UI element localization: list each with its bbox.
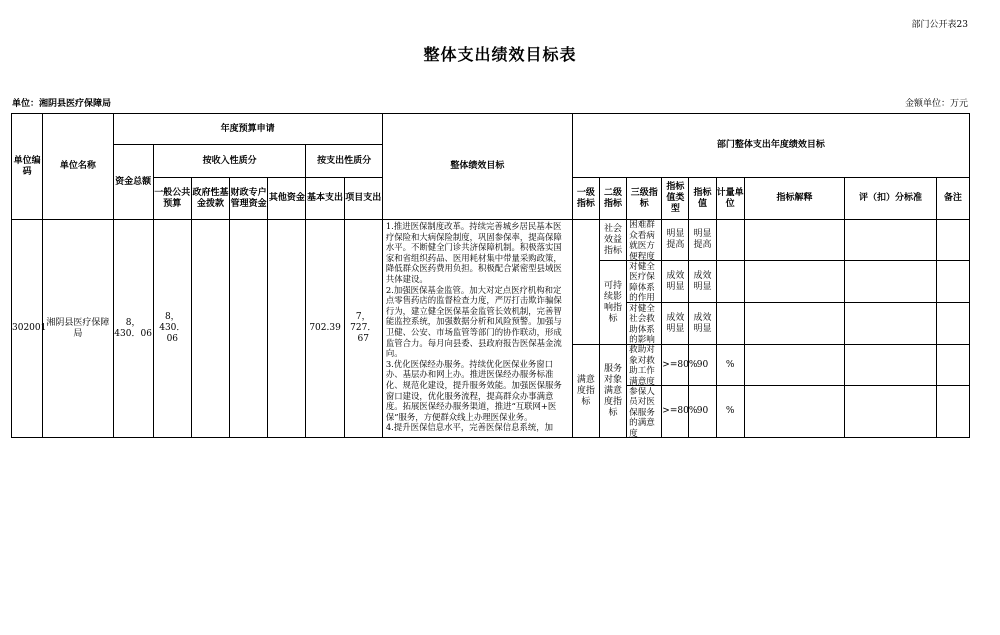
header-annual-budget: 年度预算申请 <box>113 114 382 145</box>
cell-value-type: >=80% <box>662 345 689 386</box>
page-corner-label: 部门公开表23 <box>911 20 968 30</box>
header-dept-goal: 部门整体支出年度绩效目标 <box>572 114 969 178</box>
header-remark: 备注 <box>936 178 969 220</box>
cell-total-funds: 8，430．06 <box>113 220 153 438</box>
cell-explain <box>744 303 845 345</box>
header-by-expenditure: 按支出性质分 <box>306 145 382 178</box>
header-level1: 一级指标 <box>572 178 599 220</box>
cell-remark <box>936 303 969 345</box>
cell-unit-code: 302001 <box>12 220 43 438</box>
cell-value: 成效明显 <box>689 261 716 303</box>
header-value-type: 指标值类型 <box>662 178 689 220</box>
header-by-income: 按收入性质分 <box>153 145 306 178</box>
header-level2: 二级指标 <box>599 178 626 220</box>
header-level3: 三级指标 <box>627 178 662 220</box>
header-gov-fund: 政府性基金拨款 <box>191 178 229 220</box>
goal-paragraph: 3.优化医保经办服务。持续优化医保业务窗口办、基层办和网上办。推进医保经办服务标准化、规范化建设，提升服务效能。加强医保服务窗口建设，优化服务流程，提高群众办事满意度。拓展医保经办服务渠道，推进“互联网+医保”服务，方便群众线上办理医保业务。 <box>385 358 562 422</box>
cell-level2-satisfaction: 服务对象满意度指标 <box>599 345 626 438</box>
header-basic-exp: 基本支出 <box>306 178 344 220</box>
header-total-funds: 资金总额 <box>113 145 153 220</box>
cell-value-type: 成效明显 <box>662 303 689 345</box>
header-scoring: 评（扣）分标准 <box>845 178 936 220</box>
header-unit-name: 单位名称 <box>43 114 113 220</box>
cell-remark <box>936 261 969 303</box>
cell-unit-name: 湘阴县医疗保障局 <box>43 220 113 438</box>
cell-value: 90 <box>689 386 716 438</box>
cell-explain <box>744 345 845 386</box>
cell-scoring <box>845 386 936 438</box>
cell-explain <box>744 220 845 261</box>
cell-explain <box>744 386 845 438</box>
cell-unit <box>716 220 744 261</box>
cell-level1-blank <box>572 220 599 345</box>
goal-paragraph: 4.提升医保信息水平，完善医保信息系统，加 <box>385 422 553 433</box>
cell-explain <box>744 261 845 303</box>
header-overall-goal: 整体绩效目标 <box>382 114 572 220</box>
cell-scoring <box>845 220 936 261</box>
cell-fiscal-special <box>230 220 268 438</box>
cell-level2-social: 社会效益指标 <box>599 220 626 261</box>
cell-scoring <box>845 345 936 386</box>
header-general-budget: 一般公共预算 <box>153 178 191 220</box>
cell-overall-goal <box>382 220 572 438</box>
cell-level3: 对健全社会救助体系的影响 <box>627 303 662 345</box>
cell-scoring <box>845 303 936 345</box>
performance-table <box>11 113 970 438</box>
goal-paragraph: 1.推进医保制度改革。持续完善城乡居民基本医疗保险和大病保险制度，巩固参保率，提高保障水平。不断健全门诊共济保障机制。积极落实国家和省组织药品、医用耗材集中带量采购政策，降低群众医药费用负担。积极配合紧密型县域医共体建设。 <box>385 221 562 284</box>
amount-unit-label: 金额单位：万元 <box>904 99 968 109</box>
unit-label: 单位：湘阴县医疗保障局 <box>12 99 112 109</box>
cell-level3: 对健全医疗保障体系的作用 <box>627 261 662 303</box>
cell-unit <box>716 261 744 303</box>
header-explain: 指标解释 <box>744 178 845 220</box>
cell-remark <box>936 220 969 261</box>
cell-value-type: 成效明显 <box>662 261 689 303</box>
cell-level1-satisfaction: 满意度指标 <box>572 345 599 438</box>
cell-level2-sustain: 可持续影响指标 <box>599 261 626 345</box>
header-unit-code: 单位编码 <box>12 114 43 220</box>
header-project-exp: 项目支出 <box>344 178 382 220</box>
page-title: 整体支出绩效目标表 <box>423 45 577 64</box>
cell-other-funds <box>268 220 306 438</box>
header-fiscal-special: 财政专户管理资金 <box>230 178 268 220</box>
header-value: 指标值 <box>689 178 716 220</box>
cell-level3: 救助对象对救助工作满意度 <box>627 345 662 386</box>
cell-value: 成效明显 <box>689 303 716 345</box>
goal-paragraph: 2.加强医保基金监管。加大对定点医疗机构和定点零售药店的监督检查力度，严厉打击欺诈骗保行为，建立健全医保基金监管长效机制，完善智能监控系统，加强数据分析和风险预警。加强与卫健、公安、市场监管等部门的协作联动，形成监管合力。每月向县委、县政府报告医保基金流向。 <box>385 284 562 359</box>
cell-unit <box>716 303 744 345</box>
cell-unit: % <box>716 386 744 438</box>
cell-general-budget: 8，430．06 <box>153 220 191 438</box>
cell-value-type: 明显提高 <box>662 220 689 261</box>
cell-level3: 困难群众看病就医方便程度 <box>627 220 662 261</box>
cell-project-exp: 7，727．67 <box>344 220 382 438</box>
cell-value: 明显提高 <box>689 220 716 261</box>
cell-value-type: >=80% <box>662 386 689 438</box>
header-other-funds: 其他资金 <box>268 178 306 220</box>
cell-scoring <box>845 261 936 303</box>
cell-value: 90 <box>689 345 716 386</box>
cell-unit: % <box>716 345 744 386</box>
cell-level3: 参保人员对医保服务的满意度 <box>627 386 662 438</box>
cell-remark <box>936 345 969 386</box>
cell-gov-fund <box>191 220 229 438</box>
cell-basic-exp: 702.39 <box>306 220 344 438</box>
header-unit: 计量单位 <box>716 178 744 220</box>
cell-remark <box>936 386 969 438</box>
